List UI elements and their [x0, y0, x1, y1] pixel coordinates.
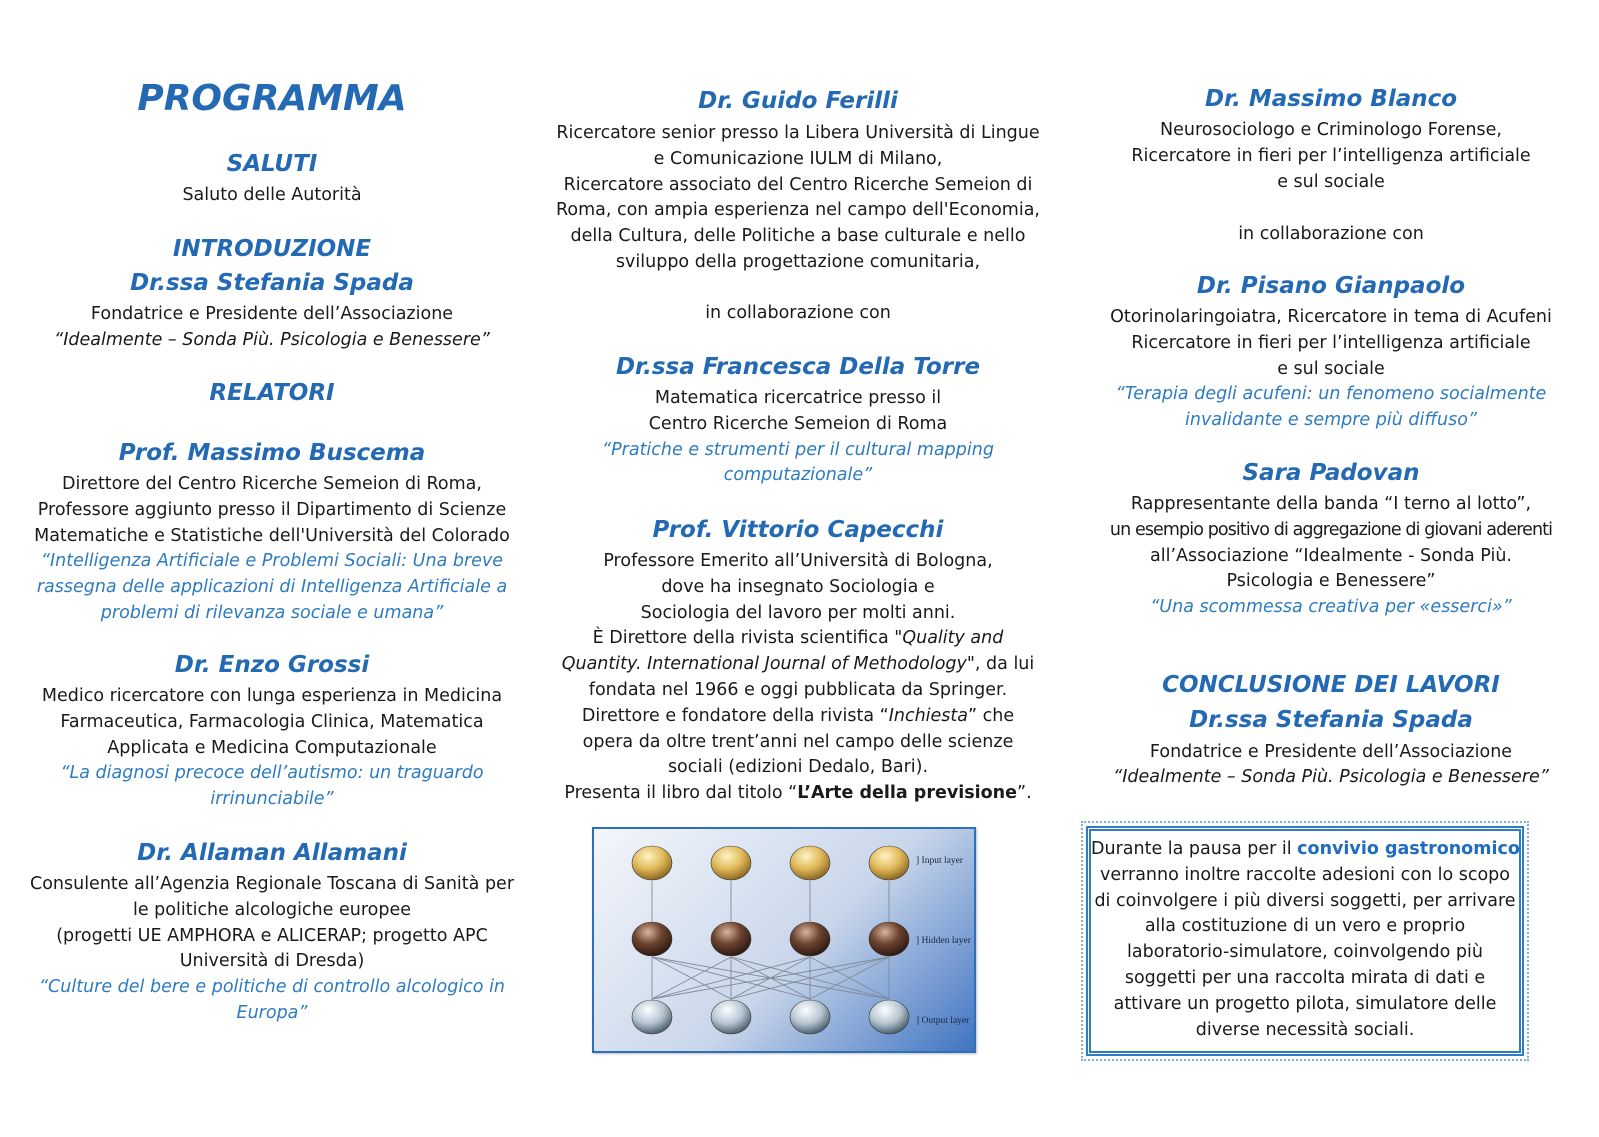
bio-line: un esempio positivo di aggregazione di giovani aderenti	[1109, 519, 1553, 540]
saluti-text: Saluto delle Autorità	[182, 185, 362, 205]
grossi-bio	[18, 684, 526, 813]
blanco-name: Dr. Massimo Blanco	[1204, 86, 1458, 112]
bio-line: dove ha insegnato Sociologia e	[661, 576, 935, 597]
input-layer-label: ] Input layer	[916, 856, 963, 866]
bio-line: opera da oltre trent’anni nel campo delle scienze	[582, 731, 1014, 752]
collab-text: in collaborazione con	[705, 303, 891, 323]
allamani-name: Dr. Allaman Allamani	[137, 840, 407, 866]
bio-line: Sociologia del lavoro per molti anni.	[640, 602, 956, 623]
text-segment: ”.	[1017, 783, 1032, 804]
pisano-name: Dr. Pisano Gianpaolo	[1196, 273, 1466, 299]
bio-line: Farmaceutica, Farmacologia Clinica, Matematica	[60, 711, 484, 732]
pisano-bio	[1078, 305, 1584, 434]
network-nodes	[632, 846, 909, 1034]
bio-line: Neurosociologo e Criminologo Forense,	[1160, 120, 1502, 140]
capecchi-bio	[548, 549, 1048, 807]
hidden-node	[632, 922, 672, 956]
bio-line: Ricercatore in fieri per l’intelligenza artificiale	[1131, 332, 1531, 353]
bio-line: Professore aggiunto presso il Dipartimento di Scienze	[37, 499, 507, 520]
notice-line: attivare un progetto pilota, simulatore delle	[1113, 993, 1497, 1014]
input-node	[869, 846, 909, 880]
talk-title-line: “La diagnosi precoce dell’autismo: un traguardo	[60, 763, 484, 784]
talk-title-line: “Intelligenza Artificiale e Problemi Sociali: Una breve	[40, 551, 504, 572]
dellatorre-name: Dr.ssa Francesca Della Torre	[615, 354, 981, 380]
talk-title-line: “Culture del bere e politiche di controllo alcologico in	[38, 977, 506, 998]
bio-line: Psicologia e Benessere”	[1226, 571, 1436, 592]
connection-lines	[652, 881, 889, 999]
ferilli-bio	[548, 121, 1048, 276]
bio-line	[548, 704, 1048, 730]
hidden-node	[711, 922, 751, 956]
bio-line: Matematiche e Statistiche dell'Università del Colorado	[34, 525, 510, 546]
bio-line: Consulente all’Agenzia Regionale Toscana di Sanità per	[29, 874, 515, 894]
notice-line: di coinvolgere i più diversi soggetti, per arrivare	[1094, 890, 1516, 911]
hidden-node	[869, 922, 909, 956]
saluti-heading: SALUTI	[226, 151, 318, 177]
bio-line: Otorinolaringoiatra, Ricercatore in tema di Acufeni	[1110, 307, 1552, 327]
talk-title-line: rassegna delle applicazioni di Intelligenza Artificiale a	[36, 577, 508, 598]
bio-line: le politiche alcologiche europee	[132, 899, 411, 920]
output-node	[790, 1000, 830, 1034]
buscema-bio	[18, 472, 526, 627]
bio-line: e sul sociale	[1277, 171, 1385, 192]
output-node	[711, 1000, 751, 1034]
collab-text: in collaborazione con	[1238, 224, 1424, 244]
talk-title-line: problemi di rilevanza sociale e umana”	[100, 602, 444, 623]
hidden-layer-label: ] Hidden layer	[916, 936, 971, 946]
capecchi-name: Prof. Vittorio Capecchi	[652, 517, 944, 543]
output-node	[869, 1000, 909, 1034]
convivio-notice-box	[1086, 826, 1524, 1056]
dellatorre-bio	[548, 386, 1048, 489]
bio-line: Ricercatore senior presso la Libera Università di Lingue	[556, 123, 1040, 143]
bio-line: Roma, con ampia esperienza nel campo dell'Economia,	[556, 200, 1040, 221]
talk-title-line: Europa”	[236, 1002, 308, 1023]
bio-line: fondata nel 1966 e oggi pubblicata da Springer.	[588, 679, 1008, 700]
bio-line: Ricercatore associato del Centro Ricerche Semeion di	[563, 174, 1033, 195]
input-node	[632, 846, 672, 880]
journal-title-part: Quantity. International Journal of Methodology	[561, 654, 967, 675]
bio-line: all’Associazione “Idealmente - Sonda Più.	[1150, 545, 1512, 566]
blanco-bio	[1078, 118, 1584, 195]
talk-title-line: “Terapia degli acufeni: un fenomeno socialmente	[1115, 384, 1547, 405]
text-segment: Presenta il libro dal titolo “	[564, 783, 798, 804]
input-node	[790, 846, 830, 880]
bio-line: Università di Dresda)	[179, 951, 365, 972]
magazine-title: Inchiesta	[888, 705, 968, 726]
hidden-node	[790, 922, 830, 956]
text-segment: È Direttore della rivista scientifica "	[592, 628, 903, 649]
conclusione-speaker-name: Dr.ssa Stefania Spada	[1189, 707, 1473, 733]
bio-line: Rappresentante della banda “I terno al lotto”,	[1130, 494, 1532, 514]
buscema-name: Prof. Massimo Buscema	[118, 440, 426, 466]
bio-line: (progetti UE AMPHORA e ALICERAP; progetto APC	[56, 925, 488, 946]
bio-line: Applicata e Medicina Computazionale	[107, 737, 437, 758]
talk-title-line: irrinunciabile”	[210, 789, 334, 810]
neural-network-illustration	[592, 827, 976, 1053]
allamani-bio	[18, 872, 526, 1027]
bio-line: sviluppo della progettazione comunitaria,	[615, 251, 981, 272]
text-segment: ” che	[968, 705, 1015, 726]
output-node	[632, 1000, 672, 1034]
bio-line: e Comunicazione IULM di Milano,	[653, 148, 943, 169]
ferilli-name: Dr. Guido Ferilli	[698, 88, 898, 114]
talk-title-line: “Una scommessa creativa per «esserci»”	[1150, 597, 1512, 618]
text-segment: Direttore e fondatore della rivista “	[581, 705, 889, 726]
introduzione-heading: INTRODUZIONE	[172, 236, 372, 262]
conclusione-role: Fondatrice e Presidente dell’Associazione	[1149, 742, 1513, 762]
bio-line: e sul sociale	[1277, 358, 1385, 379]
bio-line: Ricercatore in fieri per l’intelligenza artificiale	[1131, 145, 1531, 166]
text-segment: Durante la pausa per il	[1091, 839, 1298, 859]
bio-line: Professore Emerito all’Università di Bologna,	[603, 551, 993, 571]
bio-line	[548, 781, 1048, 807]
relatori-heading: RELATORI	[209, 380, 335, 406]
bio-line: della Cultura, delle Politiche a base culturale e nello	[570, 226, 1026, 247]
bio-line: Direttore del Centro Ricerche Semeion di Roma,	[62, 474, 482, 494]
bio-line: Medico ricercatore con lunga esperienza in Medicina	[41, 686, 503, 706]
notice-line: alla costituzione di un vero e proprio	[1144, 916, 1466, 937]
padovan-bio	[1078, 492, 1584, 621]
convivio-highlight: convivio gastronomico	[1297, 839, 1520, 859]
bio-line: Matematica ricercatrice presso il	[654, 388, 942, 408]
bio-line	[548, 652, 1048, 678]
introduzione-association: “Idealmente – Sonda Più. Psicologia e Benessere”	[54, 330, 490, 350]
text-segment: ", da lui	[966, 654, 1035, 675]
talk-title-line: “Pratiche e strumenti per il cultural mapping	[602, 439, 994, 460]
padovan-name: Sara Padovan	[1242, 460, 1420, 486]
neural-network-svg	[594, 829, 974, 1051]
bio-line: sociali (edizioni Dedalo, Bari).	[667, 757, 929, 778]
page-title: PROGRAMMA	[137, 78, 407, 119]
introduzione-role: Fondatrice e Presidente dell’Associazione	[90, 304, 454, 324]
journal-title-part: Quality and	[902, 628, 1004, 649]
introduzione-speaker-name: Dr.ssa Stefania Spada	[130, 270, 414, 296]
talk-title-line: computazionale”	[723, 465, 873, 486]
book-title: L’Arte della previsione	[797, 783, 1018, 804]
bio-line: Centro Ricerche Semeion di Roma	[648, 413, 948, 434]
input-node	[711, 846, 751, 880]
talk-title-line: invalidante e sempre più diffuso”	[1185, 410, 1477, 431]
notice-line: verranno inoltre raccolte adesioni con lo scopo	[1099, 864, 1510, 885]
output-layer-label: ] Output layer	[916, 1016, 970, 1026]
conclusione-association: “Idealmente – Sonda Più. Psicologia e Benessere”	[1113, 767, 1549, 787]
notice-line: diverse necessità sociali.	[1195, 1019, 1415, 1040]
notice-line: soggetti per una raccolta mirata di dati e	[1124, 967, 1486, 988]
notice-line	[1091, 837, 1519, 863]
conclusione-heading: CONCLUSIONE DEI LAVORI	[1162, 672, 1500, 698]
grossi-name: Dr. Enzo Grossi	[174, 652, 370, 678]
notice-line: laboratorio-simulatore, coinvolgendo più	[1127, 942, 1483, 963]
bio-line	[548, 626, 1048, 652]
